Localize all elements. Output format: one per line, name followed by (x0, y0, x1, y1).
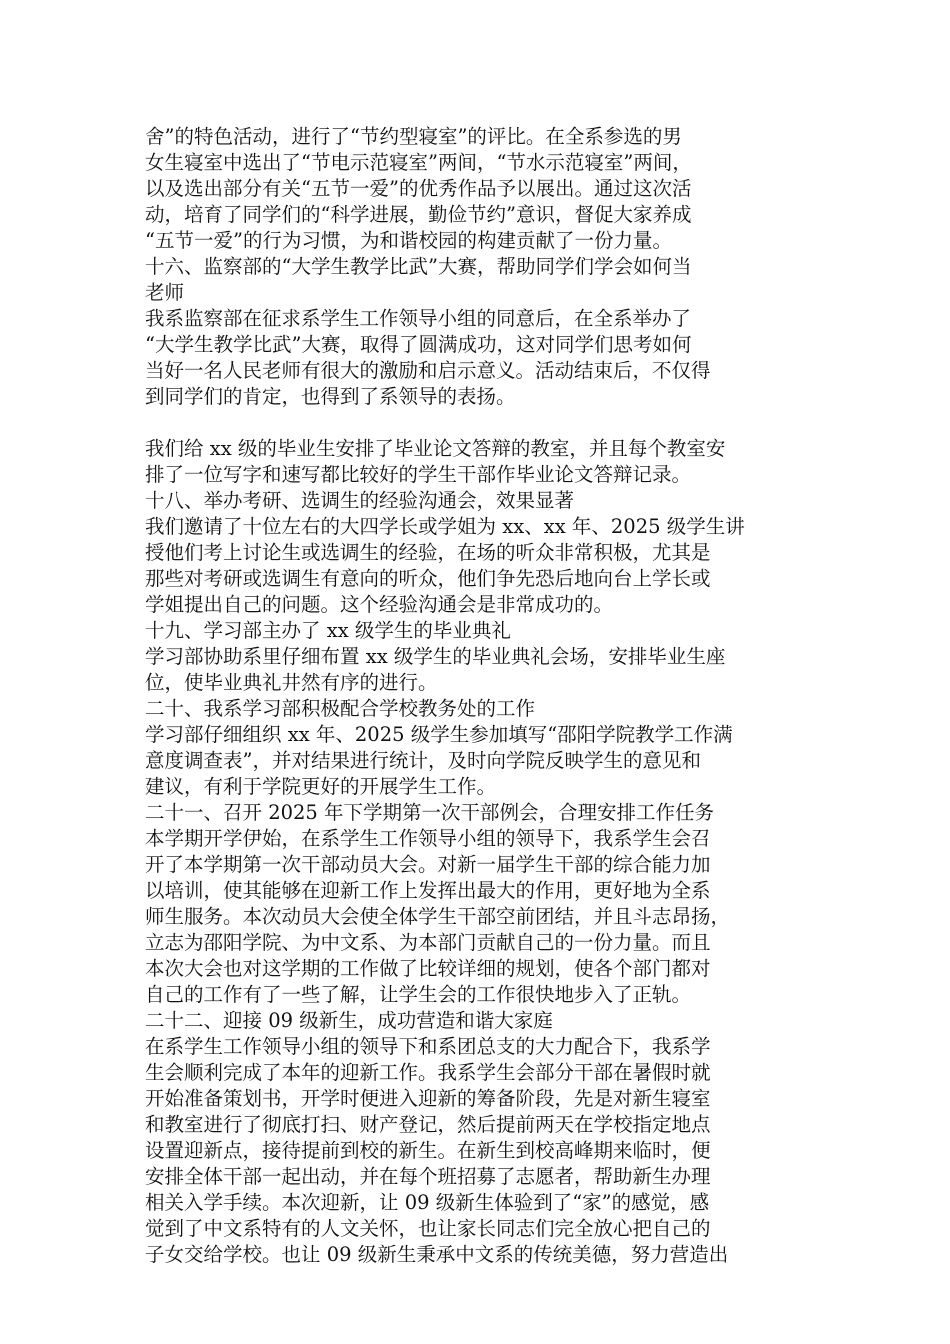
text-line: 女生寝室中选出了“节电示范寝室”两间，“节水示范寝室”两间， (145, 151, 692, 174)
text-line: 立志为邵阳学院、为中文系、为本部门贡献自己的一份力量。而且 (145, 931, 711, 954)
text-line: “大学生教学比武”大赛，取得了圆满成功，这对同学们思考如何 (145, 333, 692, 356)
text-line: 意度调查表”，并对结果进行统计，及时向学院反映学生的意见和 (145, 749, 701, 772)
text-line: 我们邀请了十位左右的大四学长或学姐为 xx、xx 年、2025 级学生讲 (145, 515, 745, 538)
text-line: 到同学们的肯定，也得到了系领导的表扬。 (145, 385, 516, 408)
text-line: 那些对考研或选调生有意向的听众，他们争先恐后地向台上学长或 (145, 567, 711, 590)
text-line: 动，培育了同学们的“科学进展，勤俭节约”意识，督促大家养成 (145, 203, 692, 226)
text-line: “五节一爱”的行为习惯，为和谐校园的构建贡献了一份力量。 (145, 229, 672, 252)
section-heading: 二十二、迎接 09 级新生，成功营造和谐大家庭 (145, 1009, 553, 1032)
text-line: 在系学生工作领导小组的领导下和系团总支的大力配合下，我系学 (145, 1035, 711, 1058)
text-line: 学习部协助系里仔细布置 xx 级学生的毕业典礼会场，安排毕业生座 (145, 645, 726, 668)
document-body (145, 124, 815, 1268)
text-line: 开始准备策划书，开学时便进入迎新的筹备阶段，先是对新生寝室 (145, 1087, 711, 1110)
text-line: 觉到了中文系特有的人文关怀，也让家长同志们完全放心把自己的 (145, 1217, 711, 1240)
text-line: 以培训，使其能够在迎新工作上发挥出最大的作用，更好地为全系 (145, 879, 711, 902)
section-heading: 二十、我系学习部积极配合学校教务处的工作 (145, 697, 536, 720)
section-heading: 十六、监察部的“大学生教学比武”大赛，帮助同学们学会如何当 (145, 255, 692, 278)
section-heading: 十九、学习部主办了 xx 级学生的毕业典礼 (145, 619, 511, 642)
section-heading: 十八、举办考研、选调生的经验沟通会，效果显著 (145, 489, 575, 512)
text-line: 和教室进行了彻底打扫、财产登记，然后提前两天在学校指定地点 (145, 1113, 711, 1136)
text-line: 当好一名人民老师有很大的激励和启示意义。活动结束后，不仅得 (145, 359, 711, 382)
text-line: 学姐提出自己的问题。这个经验沟通会是非常成功的。 (145, 593, 614, 616)
text-line: 建议，有利于学院更好的开展学生工作。 (145, 775, 497, 798)
text-line: 开了本学期第一次干部动员大会。对新一届学生干部的综合能力加 (145, 853, 711, 876)
text-line: 位，使毕业典礼井然有序的进行。 (145, 671, 438, 694)
section-heading: 二十一、召开 2025 年下学期第一次干部例会，合理安排工作任务 (145, 801, 715, 824)
text-line: 我系监察部在征求系学生工作领导小组的同意后，在全系举办了 (145, 307, 692, 330)
text-line: 学习部仔细组织 xx 年、2025 级学生参加填写“邵阳学院教学工作满 (145, 723, 733, 746)
text-line: 以及选出部分有关“五节一爱”的优秀作品予以展出。通过这次活 (145, 177, 692, 200)
text-line: 排了一位写字和速写都比较好的学生干部作毕业论文答辩记录。 (145, 463, 692, 486)
text-line: 舍”的特色活动，进行了“节约型寝室”的评比。在全系参选的男 (145, 125, 682, 148)
section-heading: 老师 (145, 281, 185, 304)
text-line: 师生服务。本次动员大会使全体学生干部空前团结，并且斗志昂扬， (145, 905, 731, 928)
text-line: 本次大会也对这学期的工作做了比较详细的规划，使各个部门都对 (145, 957, 711, 980)
text-line: 相关入学手续。本次迎新，让 09 级新生体验到了“家”的感觉，感 (145, 1191, 710, 1214)
text-line: 我们给 xx 级的毕业生安排了毕业论文答辩的教室，并且每个教室安 (145, 437, 726, 460)
text-line: 授他们考上讨论生或选调生的经验，在场的听众非常积极，尤其是 (145, 541, 711, 564)
text-line: 本学期开学伊始，在系学生工作领导小组的领导下，我系学生会召 (145, 827, 711, 850)
text-line: 子女交给学校。也让 09 级新生秉承中文系的传统美德，努力营造出 (145, 1243, 729, 1266)
text-line: 设置迎新点，接待提前到校的新生。在新生到校高峰期来临时，便 (145, 1139, 711, 1162)
blank-line (145, 410, 815, 436)
text-line: 自己的工作有了一些了解，让学生会的工作很快地步入了正轨。 (145, 983, 692, 1006)
text-line: 生会顺利完成了本年的迎新工作。我系学生会部分干部在暑假时就 (145, 1061, 711, 1084)
text-line: 安排全体干部一起出动，并在每个班招募了志愿者，帮助新生办理 (145, 1165, 711, 1188)
